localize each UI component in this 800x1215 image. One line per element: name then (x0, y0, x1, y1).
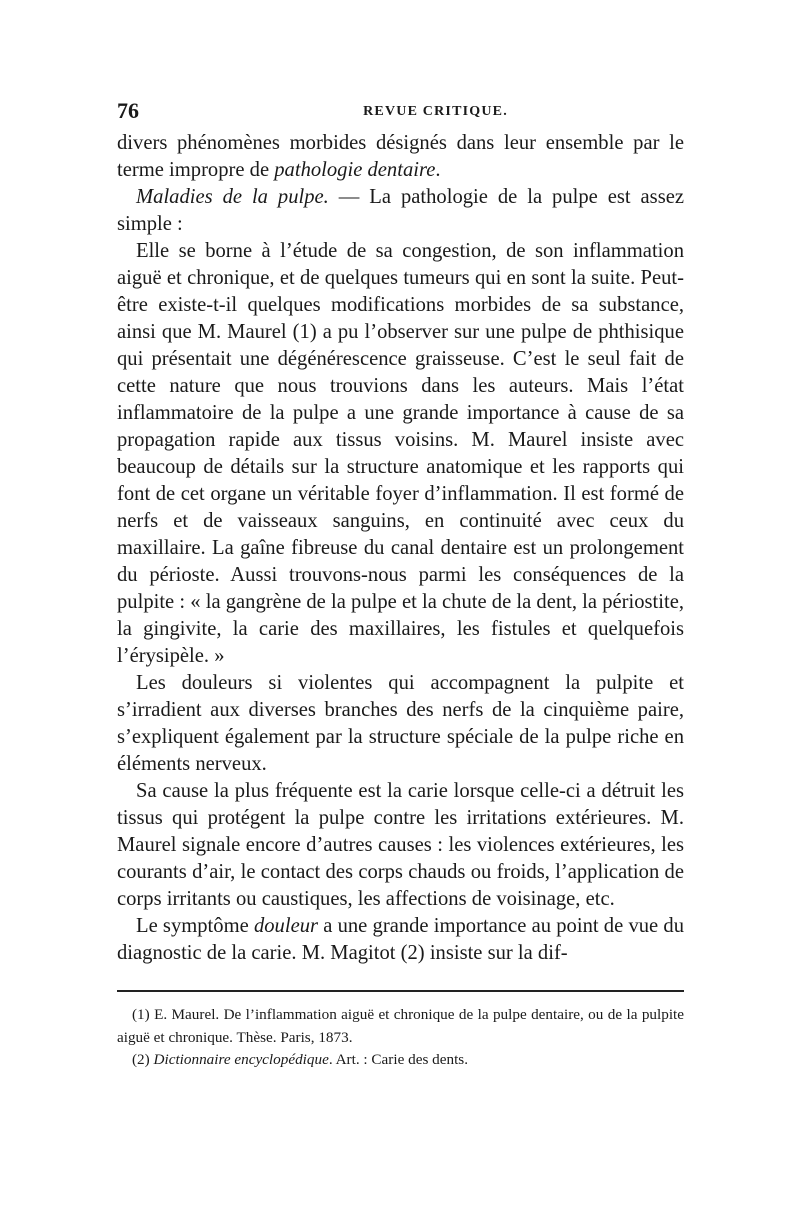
text-segment: . Art. : Carie des dents. (328, 1051, 469, 1068)
body-text (117, 130, 684, 967)
paragraph (117, 913, 684, 967)
page-header (117, 96, 684, 130)
text-segment: . (435, 159, 441, 181)
text-segment: Elle se borne à l’étude de sa congestion, de son inflammation aiguë et chronique, et de quelques tumeurs qui en sont la suite. Peut-être existe-t-il quelques modifications morbides de sa substance, ainsi que M. Maurel (1) a pu l’observer sur une pulpe de phthisique qui présentait une dégénérescence graisseuse. C’est le seul fait de cette nature que nous trouvions dans les auteurs. Mais l’état inflammatoire de la pulpe a une grande importance à cause de sa propagation rapide aux tissus voisins. M. Maurel insiste avec beaucoup de détails sur la structure anatomique et les rapports qui font de cet organe un véritable foyer d’inflammation. Il est formé de nerfs et de vaisseaux sanguins, en continuité avec ceux du maxillaire. La gaîne fibreuse du canal dentaire est un prolongement du périoste. Aussi trouvons-nous parmi les conséquences de la pulpite : « la gangrène de la pulpe et la chute de la dent, la périostite, la gingivite, la carie des maxillaires, les fistules et quelquefois l’érysipèle. » (117, 240, 684, 667)
text-segment: Sa cause la plus fréquente est la carie lorsque celle-ci a détruit les tissus qui protégent la pulpe contre les irritations extérieures. M. Maurel signale encore d’autres causes : les violences extérieures, les courants d’air, le contact des corps chauds ou froids, l’application de corps irritants ou caustiques, les affections de voisinage, etc. (117, 780, 684, 910)
running-head: REVUE CRITIQUE. (363, 104, 508, 119)
text-segment: Les douleurs si violentes qui accompagnent la pulpite et s’irradient aux diverses branches des nerfs de la cinquième paire, s’expliquent également par la structure spéciale de la pulpe riche en éléments nerveux. (117, 672, 684, 775)
book-page (117, 96, 684, 1072)
text-segment: Le symptôme (136, 915, 254, 937)
paragraph (117, 778, 684, 913)
page-number: 76 (117, 98, 139, 123)
footnote-divider (117, 990, 684, 992)
footnote-2 (117, 1049, 684, 1072)
footnotes (117, 1004, 684, 1072)
italic-segment: Dictionnaire encyclopédique (153, 1051, 329, 1068)
text-segment: a une grande importance au point de vue du diagnostic de la carie. M. Magitot (2) insiste sur la dif- (117, 915, 684, 964)
footnote-1 (117, 1004, 684, 1049)
text-segment: (2) (132, 1051, 154, 1068)
paragraph (117, 130, 684, 184)
text-segment: — La pathologie de la pulpe est assez simple : (117, 186, 684, 235)
section-heading: Maladies de la pulpe. (136, 186, 329, 208)
paragraph (117, 670, 684, 778)
text-segment: divers phénomènes morbides désignés dans leur ensemble par le terme impropre de (117, 132, 684, 181)
paragraph (117, 184, 684, 238)
italic-segment: pathologie dentaire (274, 159, 436, 181)
paragraph (117, 238, 684, 670)
italic-segment: douleur (253, 915, 319, 937)
text-segment: (1) E. Maurel. De l’inflammation aiguë et chronique de la pulpe dentaire, ou de la pulpite aiguë et chronique. Thèse. Paris, 1873. (117, 1006, 684, 1046)
